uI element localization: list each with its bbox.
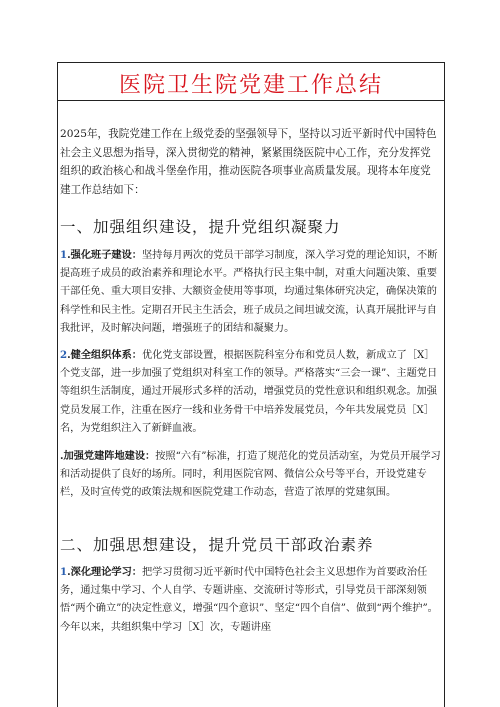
- item-label: .加强党建阵地建设：: [60, 450, 156, 462]
- title-divider: [58, 100, 444, 101]
- item-text: 坚持每月两次的党员干部学习制度，深入学习党的理论知识，不断提高班子成员的政治素养和理论水平。严格执行民主集中制，对重大问题决策、重要干部任免、重大项目安排、大额资金使用等事项，均通过集体研究决定，确保决策的科学性和民主性。定期召开民主生活会，班子成员之间坦诚交流，认真开展批评与自我批评，及时解决问题，增强班子的团结和凝聚力。: [60, 250, 438, 334]
- item-number: 1: [60, 249, 68, 261]
- item-label: .健全组织体系：: [67, 349, 142, 361]
- page-title: 医院卫生院党建工作总结: [118, 73, 383, 98]
- item-number: 1: [60, 566, 68, 578]
- item-text: 按照“六有”标准，打造了规范化的党员活动室，为党员开展学习和活动提供了良好的场所。同时，利用医院官网、微信公众号等平台，开设党建专栏，及时宣传党的政策法规和医院党建工作动态，营造了浓厚的党建氛围。: [60, 451, 441, 499]
- item-text: 优化党支部设置，根据医院科室分布和党员人数，新成立了［X］个党支部，进一步加强了党组织对科室工作的领导。严格落实“三会一课”、主题党日等组织生活制度，通过开展形式多样的活动，增强党员的党性意识和组织观念。加强党员发展工作，注重在医疗一线和业务骨干中培养发展党员，今年共发展党员［X］名，为党组织注入了新鲜血液。: [60, 350, 438, 434]
- section1-item-1: [60, 246, 442, 338]
- section1-heading: 一、加强组织建设，提升党组织凝聚力: [60, 218, 341, 236]
- item-number: 2: [60, 349, 68, 361]
- item-label: .强化班子建设：: [67, 249, 142, 261]
- section2-heading: 二、加强思想建设，提升党员干部政治素养: [60, 536, 374, 554]
- item-label: .深化理论学习：: [67, 566, 142, 578]
- document-page: [57, 62, 445, 707]
- section1-item-3: [60, 447, 442, 503]
- section2-item-1: [60, 563, 442, 637]
- section1-item-2: [60, 346, 442, 438]
- item-text: 把学习贯彻习近平新时代中国特色社会主义思想作为首要政治任务，通过集中学习、个人自学、专题讲座、交流研讨等形式，引导党员干部深刻领悟“两个确立”的决定性意义，增强“四个意识”、坚定“四个自信”、做到“两个维护”。今年以来，共组织集中学习［X］次，专题讲座: [60, 567, 438, 633]
- intro-paragraph: 2025年，我院党建工作在上级党委的坚强领导下，坚持以习近平新时代中国特色社会主义思想为指导，深入贯彻党的精神，紧紧围绕医院中心工作，充分发挥党组织的政治核心和战斗堡垒作用，推动医院各项事业高质量发展。现将本年度党建工作总结如下：: [60, 128, 437, 196]
